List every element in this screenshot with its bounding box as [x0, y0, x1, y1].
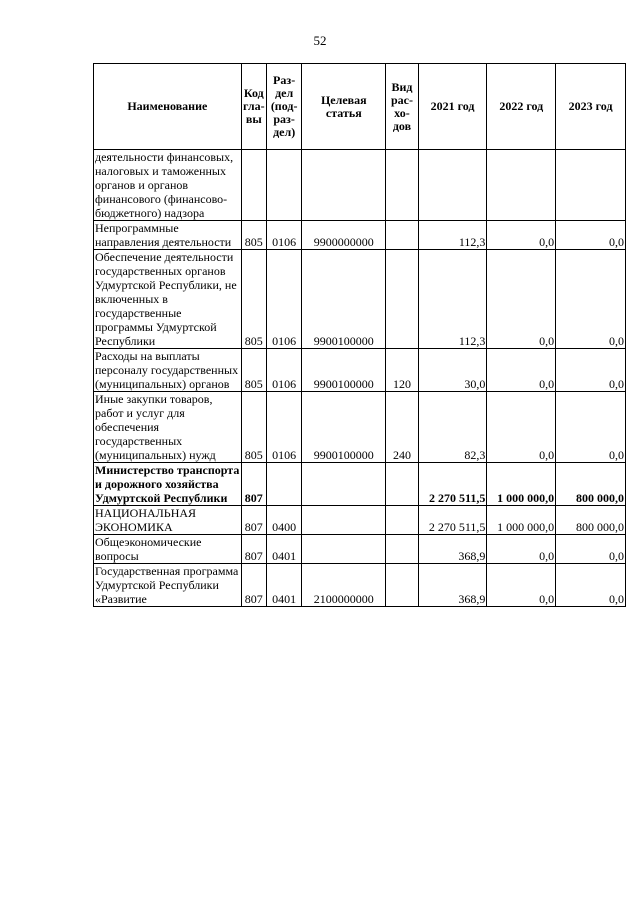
table-header-row	[94, 64, 626, 150]
row-2021-cell	[418, 150, 487, 221]
row-section-cell: 0401	[266, 535, 301, 564]
row-2021-cell: 30,0	[418, 349, 487, 392]
row-section-cell	[266, 463, 301, 506]
table-row	[94, 349, 626, 392]
column-header-2023: 2023 год	[556, 64, 626, 150]
row-target-article-cell	[302, 150, 386, 221]
row-ministry-code-cell: 807	[241, 564, 266, 607]
row-ministry-code-cell: 807	[241, 463, 266, 506]
row-2022-cell: 0,0	[487, 564, 556, 607]
row-2021-cell: 368,9	[418, 564, 487, 607]
row-name-cell: Общеэкономические вопросы	[94, 535, 242, 564]
row-target-article-cell: 9900000000	[302, 221, 386, 250]
row-2022-cell: 1 000 000,0	[487, 506, 556, 535]
row-ministry-code-cell: 807	[241, 535, 266, 564]
row-ministry-code-cell: 807	[241, 506, 266, 535]
row-target-article-cell	[302, 463, 386, 506]
row-target-article-cell	[302, 535, 386, 564]
table-row	[94, 564, 626, 607]
row-2022-cell: 0,0	[487, 392, 556, 463]
table-row	[94, 392, 626, 463]
row-section-cell: 0401	[266, 564, 301, 607]
column-header-ministry-code: Код гла-вы	[241, 64, 266, 150]
table-row	[94, 221, 626, 250]
row-section-cell: 0400	[266, 506, 301, 535]
row-2023-cell: 0,0	[556, 392, 626, 463]
row-ministry-code-cell: 805	[241, 250, 266, 349]
row-section-cell	[266, 150, 301, 221]
row-name-cell: Обеспечение деятельности государственных органов Удмуртской Республики, не включенных в государственные программы Удмуртской Республики	[94, 250, 242, 349]
table-row	[94, 535, 626, 564]
row-section-cell: 0106	[266, 221, 301, 250]
row-target-article-cell: 2100000000	[302, 564, 386, 607]
row-2023-cell: 0,0	[556, 250, 626, 349]
row-name-cell: Иные закупки товаров, работ и услуг для обеспечения государственных (муниципальных) нужд	[94, 392, 242, 463]
column-header-name: Наименование	[94, 64, 242, 150]
row-expense-type-cell	[386, 564, 418, 607]
row-expense-type-cell: 120	[386, 349, 418, 392]
row-2022-cell: 1 000 000,0	[487, 463, 556, 506]
page-number: 52	[313, 33, 327, 48]
row-name-cell: Министерство транспорта и дорожного хозяйства Удмуртской Республики	[95, 463, 240, 505]
row-2021-cell: 2 270 511,5	[418, 506, 487, 535]
row-2021-cell: 2 270 511,5	[418, 463, 487, 506]
row-name-cell: Непрограммные направления деятельности	[94, 221, 242, 250]
row-name-cell: НАЦИОНАЛЬНАЯ ЭКОНОМИКА	[94, 506, 242, 535]
column-header-target-article: Целевая статья	[302, 64, 386, 150]
row-section-cell: 0106	[266, 392, 301, 463]
table-row	[94, 506, 626, 535]
row-2022-cell	[487, 150, 556, 221]
row-target-article-cell	[302, 506, 386, 535]
row-target-article-cell: 9900100000	[302, 349, 386, 392]
row-section-cell: 0106	[266, 250, 301, 349]
row-expense-type-cell	[386, 150, 418, 221]
table-row	[94, 463, 626, 506]
row-2022-cell: 0,0	[487, 221, 556, 250]
table-row	[94, 150, 626, 221]
row-expense-type-cell: 240	[386, 392, 418, 463]
column-header-2022: 2022 год	[487, 64, 556, 150]
row-2023-cell: 800 000,0	[556, 463, 626, 506]
row-target-article-cell: 9900100000	[302, 250, 386, 349]
column-header-expense-type: Вид рас-хо-дов	[386, 64, 418, 150]
row-expense-type-cell	[386, 535, 418, 564]
row-2022-cell: 0,0	[487, 349, 556, 392]
row-2023-cell: 800 000,0	[556, 506, 626, 535]
row-2021-cell: 82,3	[418, 392, 487, 463]
row-2023-cell: 0,0	[556, 349, 626, 392]
row-2021-cell: 112,3	[418, 221, 487, 250]
row-2021-cell: 112,3	[418, 250, 487, 349]
row-2021-cell: 368,9	[418, 535, 487, 564]
row-ministry-code-cell: 805	[241, 349, 266, 392]
row-2023-cell: 0,0	[556, 564, 626, 607]
row-expense-type-cell	[386, 250, 418, 349]
row-expense-type-cell	[386, 506, 418, 535]
row-ministry-code-cell: 805	[241, 221, 266, 250]
row-2023-cell: 0,0	[556, 221, 626, 250]
row-name-cell: Расходы на выплаты персоналу государственных (муниципальных) органов	[94, 349, 242, 392]
column-header-section: Раз-дел (под-раз-дел)	[266, 64, 301, 150]
row-section-cell: 0106	[266, 349, 301, 392]
row-name-cell: деятельности финансовых, налоговых и таможенных органов и органов финансового (финансово-бюджетного) надзора	[94, 150, 242, 221]
row-2022-cell: 0,0	[487, 535, 556, 564]
row-2022-cell: 0,0	[487, 250, 556, 349]
column-header-2021: 2021 год	[418, 64, 487, 150]
table-row	[94, 250, 626, 349]
row-ministry-code-cell	[241, 150, 266, 221]
table-body	[94, 150, 626, 607]
row-ministry-code-cell: 805	[241, 392, 266, 463]
row-2023-cell: 0,0	[556, 535, 626, 564]
row-name-cell: Государственная программа Удмуртской Республики «Развитие	[94, 564, 242, 607]
row-expense-type-cell	[386, 463, 418, 506]
budget-table	[93, 63, 626, 607]
row-target-article-cell: 9900100000	[302, 392, 386, 463]
row-expense-type-cell	[386, 221, 418, 250]
row-2023-cell	[556, 150, 626, 221]
